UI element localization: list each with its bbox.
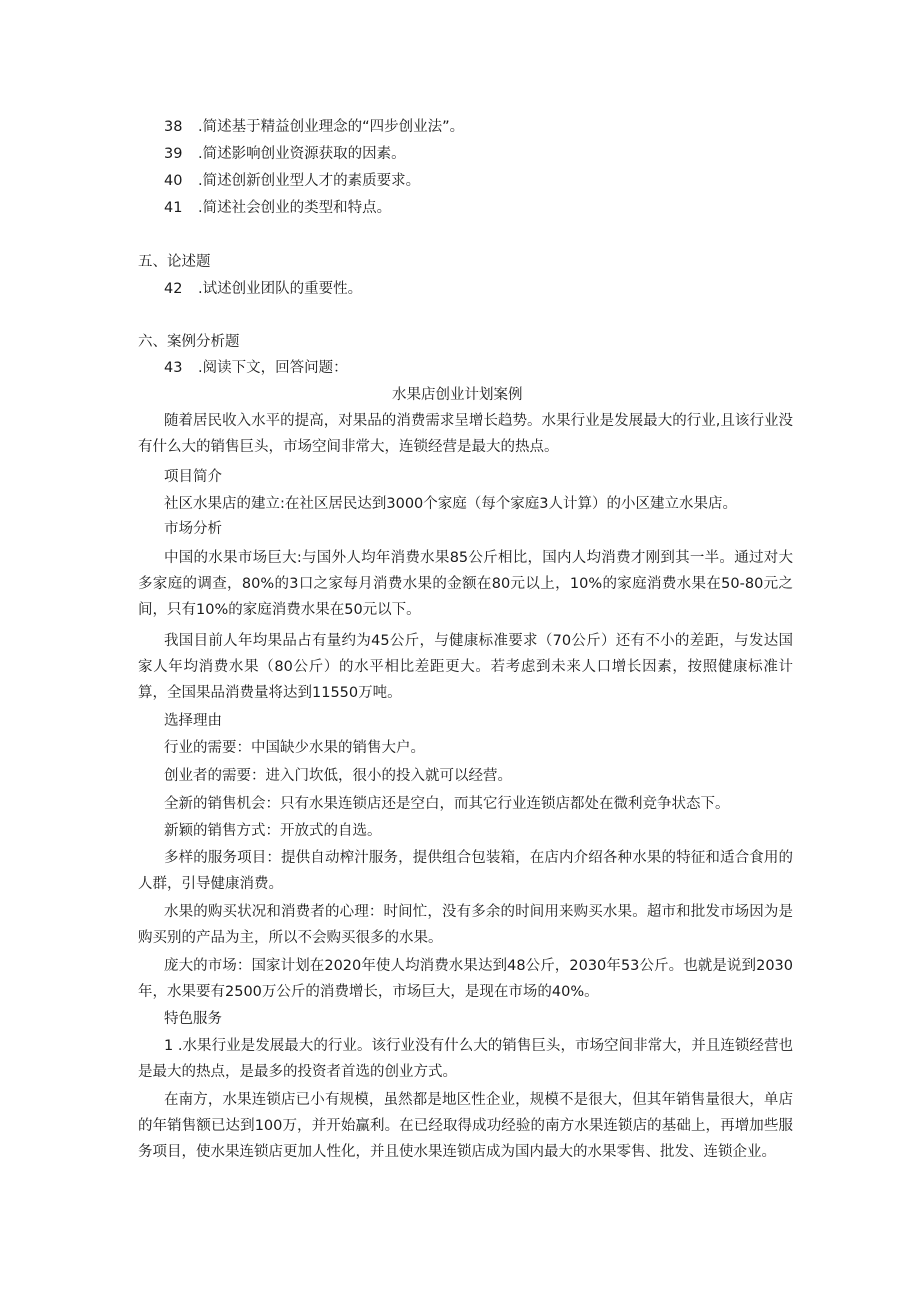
- project-paragraph: 社区水果店的建立:在社区居民达到3000个家庭（每个家庭3人计算）的小区建立水果店。: [164, 496, 738, 512]
- case-title: 水果店创业计划案例: [392, 387, 523, 403]
- question-number: 38: [164, 119, 183, 135]
- reason-entrepreneur: 创业者的需要：进入门坎低，很小的投入就可以经营。: [164, 768, 512, 784]
- heading-services: 特色服务: [164, 1011, 222, 1027]
- case-intro-paragraph: 随着居民收入水平的提高，对果品的消费需求呈增长趋势。水果行业是发展最大的行业,且该行业没有什么大的销售巨头，市场空间非常大，连锁经营是最大的热点。: [138, 413, 793, 455]
- question-text: .阅读下文，回答问题：: [198, 360, 348, 376]
- question-number: 43: [164, 360, 183, 376]
- section-title-essay: 五、论述题: [138, 254, 211, 270]
- question-43: [164, 357, 348, 379]
- service-paragraph-2: 在南方，水果连锁店已小有规模，虽然都是地区性企业，规模不是很大，但其年销售量很大，单店的年销售额已达到100万，并开始赢利。在已经取得成功经验的南方水果连锁店的基础上，再增加些服务项目，使水果连锁店更加人性化，并且使水果连锁店成为国内最大的水果零售、批发、连锁企业。: [138, 1092, 793, 1160]
- market-paragraph-2: 我国目前人年均果品占有量约为45公斤，与健康标准要求（70公斤）还有不小的差距，与发达国家人年均消费水果（80公斤）的水平相比差距更大。若考虑到未来人口增长因素，按照健康标准计算，全国果品消费量将达到11550万吨。: [138, 633, 793, 701]
- question-39: [164, 143, 406, 165]
- question-text: .简述影响创业资源获取的因素。: [198, 146, 406, 162]
- reason-industry: 行业的需要：中国缺少水果的销售大户。: [164, 740, 425, 756]
- reason-market-paragraph: 庞大的市场：国家计划在2020年使人均消费水果达到48公斤，2030年53公斤。也就是说到2030年，水果要有2500万公斤的消费增长，市场巨大，是现在市场的40%。: [138, 958, 793, 1000]
- question-text: .简述基于精益创业理念的“四步创业法”。: [198, 119, 465, 135]
- question-42: [164, 278, 362, 300]
- question-number: 41: [164, 200, 183, 216]
- question-number: 42: [164, 281, 183, 297]
- heading-reasons: 选择理由: [164, 713, 222, 729]
- question-41: [164, 197, 391, 219]
- service-paragraph-1: 1 .水果行业是发展最大的行业。该行业没有什么大的销售巨头，市场空间非常大，并且连锁经营也是最大的热点，是最多的投资者首选的创业方式。: [138, 1038, 793, 1080]
- question-text: .简述社会创业的类型和特点。: [198, 200, 392, 216]
- reason-sales-method: 新颖的销售方式：开放式的自选。: [164, 823, 382, 839]
- section-title-case: 六、案例分析题: [138, 334, 240, 350]
- question-text: .简述创新创业型人才的素质要求。: [198, 173, 421, 189]
- heading-project: 项目简介: [164, 469, 222, 485]
- market-paragraph-1: 中国的水果市场巨大:与国外人均年消费水果85公斤相比，国内人均消费才刚到其一半。通过对大多家庭的调查，80%的3口之家每月消费水果的金额在80元以上，10%的家庭消费水果在50-80元之间，只有10%的家庭消费水果在50元以下。: [138, 550, 793, 618]
- question-text: .试述创业团队的重要性。: [198, 281, 363, 297]
- question-40: [164, 170, 420, 192]
- heading-market: 市场分析: [164, 521, 222, 537]
- reason-consumer-paragraph: 水果的购买状况和消费者的心理：时间忙，没有多余的时间用来购买水果。超市和批发市场因为是购买别的产品为主，所以不会购买很多的水果。: [138, 904, 793, 946]
- question-number: 40: [164, 173, 183, 189]
- question-number: 39: [164, 146, 183, 162]
- reason-opportunity: 全新的销售机会：只有水果连锁店还是空白，而其它行业连锁店都处在微利竞争状态下。: [164, 796, 730, 812]
- question-38: [164, 116, 464, 138]
- reason-services-paragraph: 多样的服务项目：提供自动榨汁服务，提供组合包装箱，在店内介绍各种水果的特征和适合食用的人群，引导健康消费。: [138, 850, 793, 892]
